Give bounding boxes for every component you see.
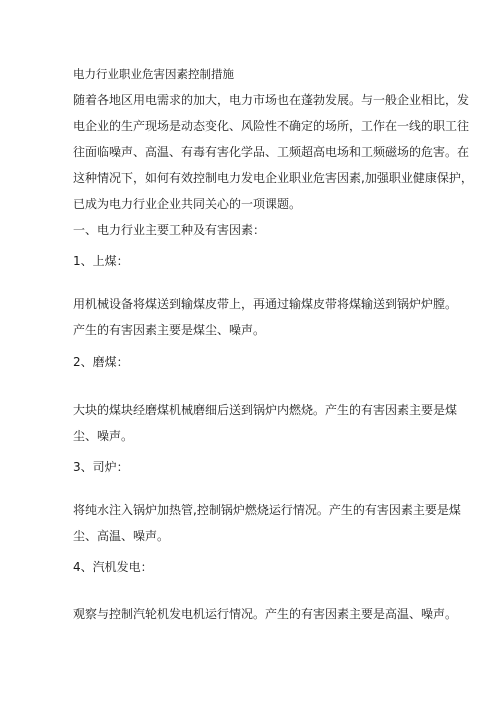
document-title: 电力行业职业危害因素控制措施 bbox=[73, 67, 234, 81]
intro-line: 随着各地区用电需求的加大，电力市场也在蓬勃发展。与一般企业相比，发 bbox=[73, 93, 470, 107]
item-line: 观察与控制汽轮机发电机运行情况。产生的有害因素主要是高温、噪声。 bbox=[73, 607, 458, 621]
section-heading: 一、电力行业主要工种及有害因素： bbox=[73, 223, 266, 237]
intro-line: 已成为电力行业企业共同关心的一项课题。 bbox=[73, 197, 302, 211]
item-heading: 1、上煤： bbox=[73, 254, 129, 268]
item-line: 将纯水注入锅炉加热管,控制锅炉燃烧运行情况。产生的有害因素主要是煤 bbox=[73, 503, 461, 517]
item-line: 尘、高温、噪声。 bbox=[73, 529, 170, 543]
item-heading: 4、汽机发电： bbox=[73, 560, 153, 574]
item-line: 产生的有害因素主要是煤尘、噪声。 bbox=[73, 323, 266, 337]
item-line: 尘、噪声。 bbox=[73, 429, 134, 443]
intro-line: 往面临噪声、高温、有毒有害化学品、工频超高电场和工频磁场的危害。在 bbox=[73, 145, 470, 159]
item-heading: 3、司炉： bbox=[73, 460, 129, 474]
item-line: 用机械设备将煤送到输煤皮带上，再通过输煤皮带将煤输送到锅炉炉膛。 bbox=[73, 297, 458, 311]
intro-line: 这种情况下，如何有效控制电力发电企业职业危害因素,加强职业健康保护， bbox=[73, 171, 473, 185]
intro-line: 电企业的生产现场是动态变化、风险性不确定的场所，工作在一线的职工往 bbox=[73, 119, 470, 133]
item-heading: 2、磨煤： bbox=[73, 355, 129, 369]
item-line: 大块的煤块经磨煤机械磨细后送到锅炉内燃烧。产生的有害因素主要是煤 bbox=[73, 403, 458, 417]
